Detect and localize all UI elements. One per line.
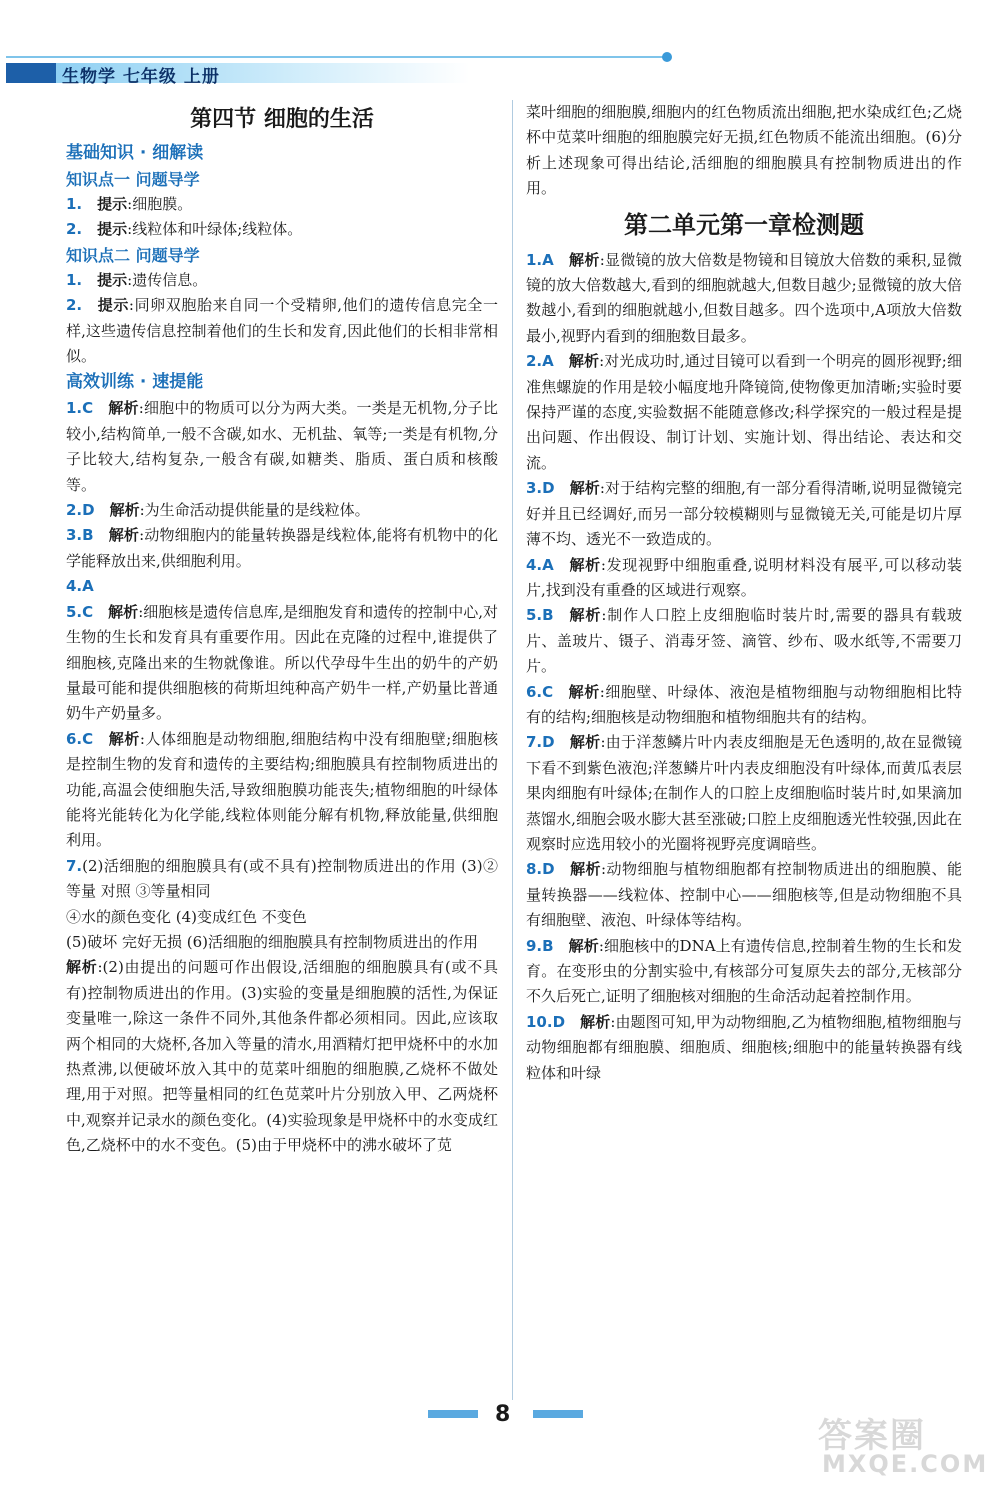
item-text: :发现视野中细胞重叠,说明材料没有展平,可以移动装片,找到没有重叠的区域进行观察。 xyxy=(526,555,962,599)
answer-item xyxy=(526,248,962,350)
header-band-dark xyxy=(6,63,56,83)
training-list xyxy=(66,396,498,853)
item-answer: D xyxy=(552,1012,566,1031)
item-answer: A xyxy=(82,577,94,596)
q7-answer-1: 7.(2)活细胞的细胞膜具有(或不具有)控制物质进出的作用 (3)②等量 对照 ③等量相同 xyxy=(66,856,498,901)
answer-item xyxy=(66,192,498,217)
item-label: 解析 xyxy=(569,733,601,752)
chapter-test-title: 第二单元第一章检测题 xyxy=(624,210,864,239)
continuation-text: 菜叶细胞的细胞膜,细胞内的红色物质流出细胞,把水染成红色;乙烧杯中苋菜叶细胞的细胞膜完好无损,红色物质不能流出细胞。(6)分析上述现象可得出结论,活细胞的细胞膜具有控制物质进出的作用。 xyxy=(526,103,962,198)
item-answer: B xyxy=(82,526,94,545)
item-label: 提示 xyxy=(97,195,128,213)
answer-item xyxy=(66,217,498,242)
item-number: 10. xyxy=(526,1012,553,1031)
training-heading: 高效训练 · 速提能 xyxy=(66,372,204,393)
item-number: 3. xyxy=(66,526,83,545)
kp1-heading: 知识点一 问题导学 xyxy=(66,170,200,189)
item-label: 解析 xyxy=(108,526,140,545)
right-column xyxy=(526,100,962,1086)
item-label: 解析 xyxy=(568,936,599,955)
item-text: :细胞中的物质可以分为两大类。一类是无机物,分子比较小,结构简单,一般不含碳,如水、无机盐、氧等;一类是有机物,分子比较大,结构复杂,一般含有碳,如糖类、脂质、蛋白质和核酸等。 xyxy=(66,399,498,494)
item-label: 解析 xyxy=(568,606,602,625)
q7-number: 7. xyxy=(66,856,83,875)
item-answer: C xyxy=(542,682,554,701)
item-text: :人体细胞是动物细胞,细胞结构中没有细胞壁;细胞核是控制生物的发育和遗传的主要结构;细胞膜具有控制物质进出的功能,高温会使细胞失活,导致细胞膜功能丧失;植物细胞的叶绿体能将光能转化为化学能,线粒体则能分解有机物,释放能量,供细胞利用。 xyxy=(66,729,498,850)
item-number: 7. xyxy=(526,733,543,752)
item-text: :对光成功时,通过目镜可以看到一个明亮的圆形视野;细准焦螺旋的作用是较小幅度地升降镜筒,使物像更加清晰;实验时要保持严谨的态度,实验数据不能随意修改;科学探究的一般过程是提出问题、作出假设、制订计划、实施计划、得出结论、表达和交流。 xyxy=(526,352,962,472)
test-answer-list xyxy=(526,248,962,1086)
item-number: 2. xyxy=(66,220,83,239)
item-number: 2. xyxy=(66,501,83,520)
answer-item xyxy=(66,600,498,727)
kp2-heading: 知识点二 问题导学 xyxy=(66,245,200,265)
item-answer: C xyxy=(82,729,94,748)
item-label: 解析 xyxy=(568,250,600,269)
item-number: 1. xyxy=(66,399,83,418)
item-number: 2. xyxy=(66,296,83,315)
basic-knowledge-heading: 基础知识 · 细解读 xyxy=(66,143,204,163)
item-number: 1. xyxy=(66,270,83,289)
item-label: 提示 xyxy=(97,220,128,239)
watermark-logo: 答案圈 xyxy=(818,1416,926,1456)
item-text: :制作人口腔上皮细胞临时装片时,需要的器具有载玻片、盖玻片、镊子、消毒牙签、滴管、纱布、吸水纸等,不需要刀片。 xyxy=(526,606,962,676)
item-text: :同卵双胞胎来自同一个受精卵,他们的遗传信息完全一样,这些遗传信息控制着他们的生长和发育,因此他们的长相非常相似。 xyxy=(66,296,498,366)
section-title: 第四节 细胞的生活 xyxy=(190,107,374,132)
item-label: 解析 xyxy=(109,501,140,520)
item-label: 提示 xyxy=(97,270,128,289)
item-answer: C xyxy=(82,602,94,621)
item-label: 解析 xyxy=(108,399,139,418)
item-number: 6. xyxy=(66,729,83,748)
item-text: :细胞膜。 xyxy=(127,195,193,213)
item-answer: D xyxy=(542,479,555,498)
answer-item xyxy=(526,934,962,1010)
item-text: :动物细胞与植物细胞都有控制物质进出的细胞膜、能量转换器——线粒体、控制中心——细胞核等,但是动物细胞不具有细胞壁、液泡、叶绿体等结构。 xyxy=(526,860,962,930)
answer-item xyxy=(526,349,962,476)
item-number: 5. xyxy=(526,606,543,625)
item-text: :细胞核中的DNA上有遗传信息,控制着生物的生长和发育。在变形虫的分割实验中,有核部分可复原失去的部分,无核部分不久后死亡,证明了细胞核对细胞的生命活动起着控制作用。 xyxy=(526,936,962,1006)
item-text: :细胞壁、叶绿体、液泡是植物细胞与动物细胞相比特有的结构;细胞核是动物细胞和植物细胞共有的结构。 xyxy=(526,682,962,726)
item-number: 3. xyxy=(526,479,543,498)
q7-analysis: 解析:(2)由提出的问题可作出假设,活细胞的细胞膜具有(或不具有)控制物质进出的作用。(3)实验的变量是细胞膜的活性,为保证变量唯一,除这一条件不同外,其他条件都必须相同。因此,应该取两个相同的大烧杯,各加入等量的清水,用酒精灯把甲烧杯中的水加热煮沸,以便破坏放入其中的苋菜叶细胞的细胞膜,乙烧杯不做处理,用于对照。把等量相同的红色苋菜叶片分别放入甲、乙两烧杯中,观察并记录水的颜色变化。(4)实验现象是甲烧杯中的水变成红色,乙烧杯中的水不变色。(5)由于甲烧杯中的沸水破坏了苋 xyxy=(66,958,498,1155)
item-answer: C xyxy=(82,399,94,418)
left-column xyxy=(66,100,498,1159)
item-label: 解析 xyxy=(568,555,601,574)
item-label: 解析 xyxy=(568,682,600,701)
item-text: :显微镜的放大倍数是物镜和目镜放大倍数的乘积,显微镜的放大倍数越大,看到的细胞就越大,但数目越少;显微镜的放大倍数越小,看到的细胞就越小,但数目越多。四个选项中,A项放大倍数最小,视野内看到的细胞数目最多。 xyxy=(526,250,962,345)
answer-item xyxy=(66,268,498,293)
header-rule-dot xyxy=(662,52,672,62)
answer-item xyxy=(526,1010,962,1086)
answer-item xyxy=(526,476,962,552)
item-text: :对于结构完整的细胞,有一部分看得清晰,说明显微镜完好并且已经调好,而另一部分较模糊则与显微镜无关,可能是切片厚薄不均、透光不一致造成的。 xyxy=(526,479,962,549)
kp1-list xyxy=(66,192,498,243)
item-number: 9. xyxy=(526,936,543,955)
footer-deco-right xyxy=(533,1410,583,1418)
item-label: 解析 xyxy=(569,479,600,498)
kp2-list xyxy=(66,268,498,370)
item-answer: A xyxy=(542,352,554,371)
item-number: 5. xyxy=(66,602,83,621)
item-label: 解析 xyxy=(568,352,600,371)
item-text: :动物细胞内的能量转换器是线粒体,能将有机物中的化学能释放出来,供细胞利用。 xyxy=(66,526,498,570)
item-number: 4. xyxy=(66,577,83,596)
item-text: :由于洋葱鳞片叶内表皮细胞是无色透明的,故在显微镜下看不到紫色液泡;洋葱鳞片叶内表皮细胞没有叶绿体,而黄瓜表层果肉细胞有叶绿体;在制作人的口腔上皮细胞临时装片时,如果滴加蒸馏水,细胞会吸水膨大甚至涨破;口腔上皮细胞透光性较强,因此在观察时应选用较小的光圈将视野亮度调暗些。 xyxy=(526,733,962,853)
analysis-label: 解析 xyxy=(66,958,98,977)
item-answer: D xyxy=(542,860,555,879)
item-number: 6. xyxy=(526,682,543,701)
answer-item xyxy=(526,603,962,679)
page-number: 8 xyxy=(495,1402,511,1427)
answer-item xyxy=(526,553,962,604)
item-label: 解析 xyxy=(569,860,602,879)
footer-deco-left xyxy=(428,1410,478,1418)
answer-item xyxy=(66,396,498,498)
item-text: :遗传信息。 xyxy=(127,270,208,289)
answer-item xyxy=(66,498,498,523)
item-label: 解析 xyxy=(580,1012,611,1031)
q7-answer-2: ④水的颜色变化 (4)变成红色 不变色 xyxy=(66,907,307,926)
item-number: 4. xyxy=(526,555,543,574)
item-answer: A xyxy=(542,555,554,574)
column-divider xyxy=(512,100,513,1400)
item-text: :细胞核是遗传信息库,是细胞发育和遗传的控制中心,对生物的生长和发育具有重要作用。因此在克隆的过程中,谁提供了细胞核,克隆出来的生物就像谁。所以代孕母牛生出的奶牛的产奶量最可能和提供细胞核的荷斯坦纯种高产奶牛一样,产奶量比普通奶牛产奶量多。 xyxy=(66,602,498,723)
item-label: 解析 xyxy=(108,729,140,748)
page-header xyxy=(0,0,1000,95)
item-answer: A xyxy=(542,250,554,269)
item-text: :由题图可知,甲为动物细胞,乙为植物细胞,植物细胞与动物细胞都有细胞膜、细胞质、细胞核;细胞中的能量转换器有线粒体和叶绿 xyxy=(526,1012,962,1082)
answer-item xyxy=(66,523,498,574)
answer-item xyxy=(66,574,498,599)
item-answer: B xyxy=(542,936,554,955)
header-rule xyxy=(6,56,671,58)
item-label: 提示 xyxy=(97,296,129,315)
item-answer: D xyxy=(82,501,95,520)
item-number: 1. xyxy=(526,250,543,269)
q7-answer-3: (5)破坏 完好无损 (6)活细胞的细胞膜具有控制物质进出的作用 xyxy=(66,932,479,951)
answer-item xyxy=(66,293,498,369)
answer-item xyxy=(526,680,962,731)
item-text: :线粒体和叶绿体;线粒体。 xyxy=(127,220,303,239)
answer-item xyxy=(66,727,498,854)
book-title: 生物学 七年级 上册 xyxy=(62,67,220,87)
watermark-url: MXQE.COM xyxy=(822,1450,989,1478)
item-number: 1. xyxy=(66,195,83,213)
item-text: :为生命活动提供能量的是线粒体。 xyxy=(139,501,370,520)
item-number: 2. xyxy=(526,352,543,371)
item-number: 8. xyxy=(526,860,543,879)
item-answer: B xyxy=(542,606,554,625)
item-label: 解析 xyxy=(108,602,139,621)
answer-item xyxy=(526,857,962,933)
item-answer: D xyxy=(542,733,555,752)
q7-block xyxy=(66,854,498,1159)
answer-item xyxy=(526,730,962,857)
